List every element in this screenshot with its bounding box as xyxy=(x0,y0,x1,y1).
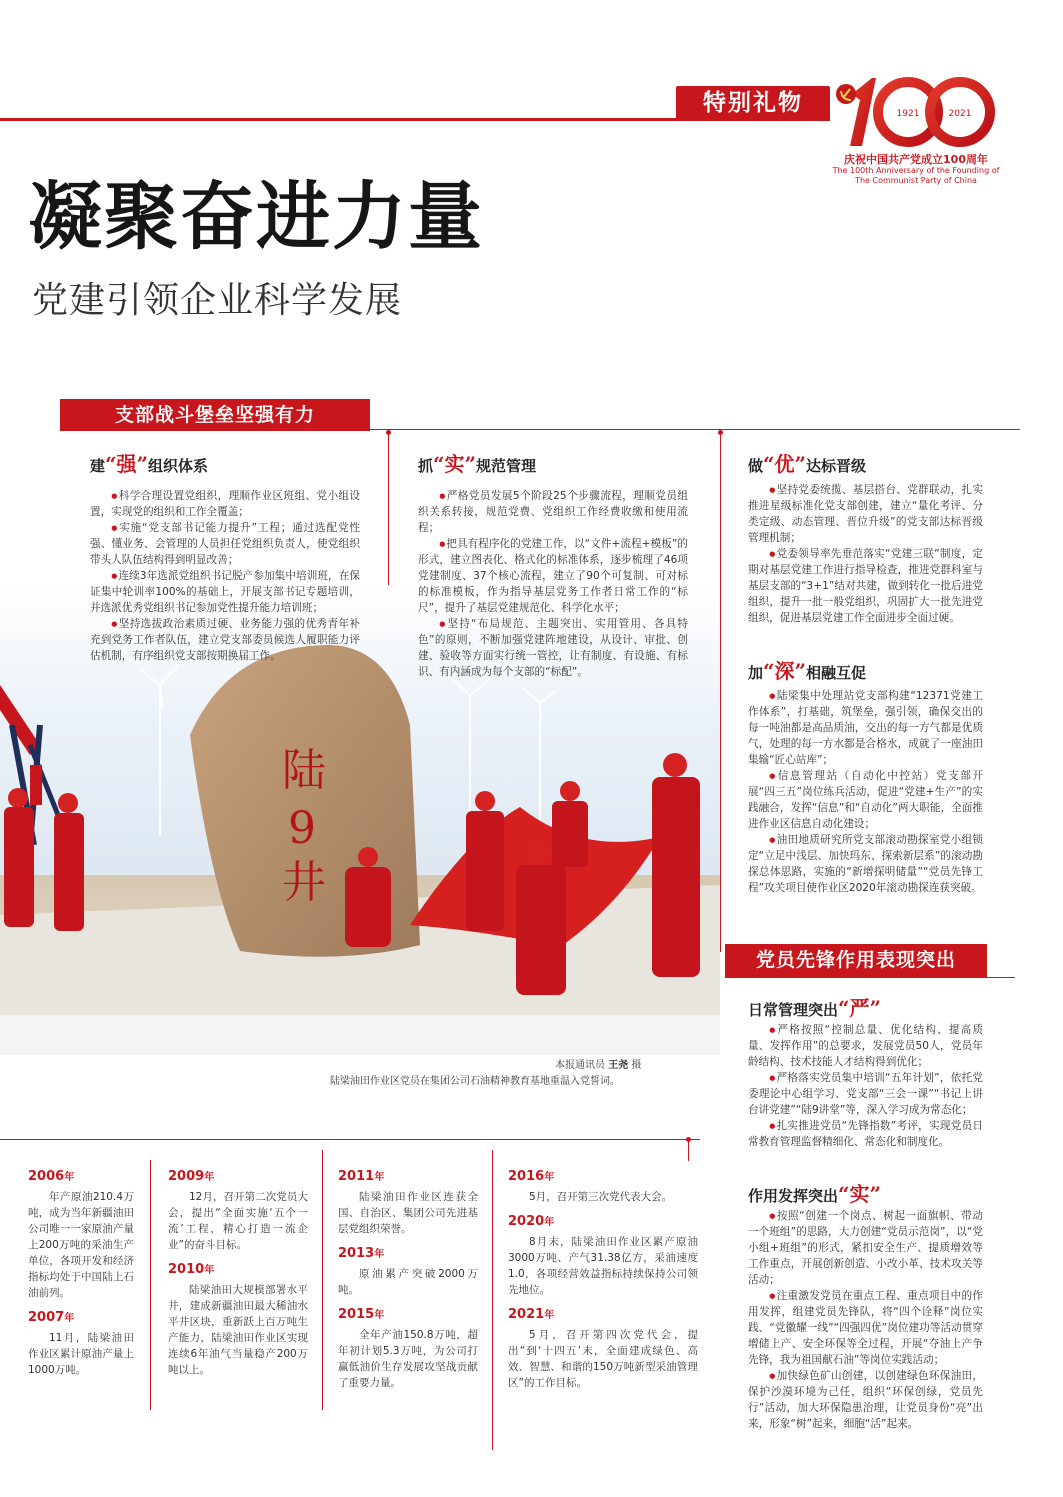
timeline-col-3 xyxy=(338,1162,478,1399)
rock-text-jing: 井 xyxy=(282,857,326,908)
logo-year-left: 1921 xyxy=(896,109,920,119)
block1-para: ● 严格落实党员集中培训“五年计划”，依托党委理论中心组学习、党支部“三会一课”“书记上讲台讲党建”“陆9讲堂”等，深入学习成为常态化； xyxy=(748,1070,983,1118)
logo-caption-en-1: The 100th Anniversary of the Founding of xyxy=(832,166,1000,175)
section1-rule xyxy=(60,429,1020,430)
timeline-tick xyxy=(688,1139,689,1161)
timeline-year: 2013年 xyxy=(338,1246,385,1261)
main-title: 凝聚奋进力量 xyxy=(28,174,484,260)
block2-para: ● 按照“创建一个岗点、树起一面旗帜、带动一个班组”的思路，大力创建“党员示范岗”，以“党小组+班组”的形式，紧扣安全生产、提质增效等工作重点，开展创新创造、小改小革、技术攻关等活动； xyxy=(748,1208,983,1288)
timeline-entry: 12月，召开第二次党员大会，提出“全面实施‘五个一流’工程，精心打造一流企业”的奋斗目标。 xyxy=(168,1191,308,1251)
sub-title: 党建引领企业科学发展 xyxy=(32,280,403,321)
col1-para: ● 科学合理设置党组织，理顺作业区班组、党小组设置，实现党的组织和工作全覆盖； xyxy=(90,488,360,520)
timeline-dot xyxy=(686,1137,691,1142)
block1-para: ● 严格按照“控制总量、优化结构、提高质量、发挥作用”的总要求，发展党员50人，党员年龄结构、技术技能人才结构得到优化； xyxy=(748,1022,983,1070)
timeline-year: 2007年 xyxy=(28,1310,75,1325)
credit-suffix: 摄 xyxy=(631,1060,642,1071)
timeline-col-divider xyxy=(492,1150,493,1450)
col1-heading: 建“强”组织体系 xyxy=(90,452,209,476)
section1-title-bar: 支部战斗堡垒坚强有力 xyxy=(60,399,370,431)
timeline-entry: 原油累产突破2000万吨。 xyxy=(338,1268,478,1296)
timeline-col-divider xyxy=(150,1160,151,1410)
credit-name: 王尧 xyxy=(608,1060,629,1071)
block2-heading: 作用发挥突出“实” xyxy=(748,1182,882,1206)
col1-body xyxy=(90,488,360,664)
block1-body xyxy=(748,1022,983,1150)
timeline-col-2 xyxy=(168,1162,308,1386)
col2-para: ● 严格党员发展5个阶段25个步骤流程，理顺党员组织关系转接，规范党费、党组织工作经费收缴和使用流程； xyxy=(418,488,688,536)
timeline-entry: 陆梁油田作业区连获全国、自治区、集团公司先进基层党组织荣誉。 xyxy=(338,1191,478,1235)
block1-heading: 日常管理突出“严” xyxy=(748,996,882,1020)
col2-body xyxy=(418,488,688,680)
timeline-year: 2011年 xyxy=(338,1169,385,1184)
timeline-year: 2015年 xyxy=(338,1307,385,1322)
timeline-year: 2009年 xyxy=(168,1169,215,1184)
block2-body xyxy=(748,1208,983,1432)
photo-caption: 陆梁油田作业区党员在集团公司石油精神教育基地重温入党誓词。 xyxy=(330,1076,620,1087)
timeline-entry: 全年产油150.8万吨，超年初计划5.3万吨，为公司打赢低油价生存发展攻坚战贡献了重要力量。 xyxy=(338,1329,478,1389)
timeline-col-1 xyxy=(28,1162,134,1386)
col3a-para: ● 党委领导率先垂范落实“党建三联”制度，定期对基层党建工作进行指导检查，推进党群科室与基层支部的“3+1”结对共建，做到转化一批后进党组织，提升一批一般党组织，巩固扩大一批先进党组织，促进基层党建工作全面进步全面过硬。 xyxy=(748,546,983,626)
col3b-body xyxy=(748,688,983,896)
block2-para: ● 加快绿色矿山创建，以创建绿色环保油田，保护沙漠环境为己任，组织“环保创绿，党员先行”活动，加大环保隐患治理，让党员身份“亮”出来，形象“树”起来，细胞“活”起来。 xyxy=(748,1368,983,1432)
timeline-entry: 11月，陆梁油田作业区累计原油产量上1000万吨。 xyxy=(28,1332,134,1376)
timeline-rule xyxy=(0,1139,700,1140)
timeline-entry: 年产原油210.4万吨，成为当年新疆油田公司唯一一家原油产量上200万吨的采油生产单位，各项开发和经济指标均处于中国陆上石油前列。 xyxy=(28,1191,134,1299)
timeline-year: 2016年 xyxy=(508,1169,555,1184)
rock-text-lu: 陆 xyxy=(282,745,326,796)
logo-caption-cn: 庆祝中国共产党成立100周年 xyxy=(844,153,988,166)
timeline-entry: 陆梁油田大规模部署水平井，建成新疆油田最大稀油水平井区块，重新跃上百万吨生产能力，陆梁油田作业区实现连续6年油气当量稳产200万吨以上。 xyxy=(168,1284,308,1376)
col1-para: ● 坚持选拔政治素质过硬、业务能力强的优秀青年补充到党务工作者队伍，建立党支部委员候选人履职能力评估机制，有序组织党支部按期换届工作。 xyxy=(90,616,360,664)
col3b-para: ● 陆梁集中处理站党支部构建“12371党建工作体系”，打基础，筑堡垒，强引领，确保交出的每一吨油都是高品质油，交出的每一方气都是优质气，处理的每一方水都是合格水，成就了一座油田集输“匠心站库”； xyxy=(748,688,983,768)
section2-rule xyxy=(725,977,1015,978)
logo-number: 100 xyxy=(832,64,834,65)
divider-dot xyxy=(718,430,723,435)
credit-prefix: 本报通讯员 xyxy=(555,1060,605,1071)
column-divider xyxy=(720,432,721,952)
section2-title-bar: 党员先锋作用表现突出 xyxy=(725,944,987,977)
logo-year-right: 2021 xyxy=(948,109,972,119)
col3a-heading: 做“优”达标晋级 xyxy=(748,452,867,476)
timeline-year: 2006年 xyxy=(28,1169,75,1184)
logo-caption-en-2: The Communist Party of China xyxy=(855,176,977,185)
timeline-entry: 5月，召开第三次党代表大会。 xyxy=(529,1191,673,1203)
col3b-para: ● 信息管理站（自动化中控站）党支部开展“四三五”岗位练兵活动，促进“党建+生产”的实践融合，发挥“信息”和“自动化”两大职能，全面推进作业区信息自动化建设； xyxy=(748,768,983,832)
col2-heading: 抓“实”规范管理 xyxy=(418,452,537,476)
special-gift-tag: 特别礼物 xyxy=(676,86,830,120)
rock-text-nine: 9 xyxy=(288,803,316,854)
block1-para: ● 扎实推进党员“先锋指数”考评，实现党员日常教育管理监督精细化、常态化和制度化。 xyxy=(748,1118,983,1150)
col2-para: ● 坚持“布局规范、主题突出、实用管用、各具特色”的原则，不断加强党建阵地建设，从设计、审批、创建、验收等方面实行统一管控，让有制度、有设施、有标识、有内涵成为每个支部的“标配”。 xyxy=(418,616,688,680)
timeline-year: 2020年 xyxy=(508,1214,555,1229)
timeline-col-4 xyxy=(508,1162,698,1399)
col3b-heading: 加“深”相融互促 xyxy=(748,659,867,683)
col3a-para: ● 坚持党委统揽、基层搭台、党群联动，扎实推进星级标准化党支部创建，建立“量化考评、分类定级、动态管理、晋位升级”的党支部达标晋级管理机制； xyxy=(748,482,983,546)
timeline-year: 2010年 xyxy=(168,1262,215,1277)
col1-para: ● 连续3年选派党组织书记脱产参加集中培训班，在保证集中轮训率100%的基础上，开展支部书记专题培训，并选派优秀党组织书记参加党性提升能力培训班； xyxy=(90,568,360,616)
timeline-year: 2021年 xyxy=(508,1307,555,1322)
timeline-col-divider xyxy=(322,1150,323,1410)
col3a-body xyxy=(748,482,983,626)
block2-para: ● 注重激发党员在重点工程、重点项目中的作用发挥，组建党员先锋队，将“四个诠释”岗位实践、“党徽耀一线”“四强四优”岗位建功等活动贯穿增储上产、安全环保等全过程，开展“夺油上产争先锋，我为祖国献石油”等岗位实践活动； xyxy=(748,1288,983,1368)
col2-para: ● 把具有程序化的党建工作，以“文件+流程+模板”的形式，建立图表化、格式化的标准体系，逐步梳理了46项党建制度、37个核心流程，建立了90个可复制、可对标的标准模板，作为指导基层党务工作者日常工作的“标尺”，提升了基层党建规范化、科学化水平； xyxy=(418,536,688,616)
col3b-para: ● 油田地质研究所党支部滚动勘探室党小组锁定“立足中浅层、加快玛东、探索新层系”的滚动勘探总体思路，实施的“新增探明储量”“党员先锋工程”攻关项目使作业区2020年滚动勘探连获突破。 xyxy=(748,832,983,896)
col1-para: ● 实施“党支部书记能力提升”工程；通过选配党性强、懂业务、会管理的人员担任党组织负责人，使党组织带头人队伍结构得到明显改善； xyxy=(90,520,360,568)
photo-credit xyxy=(555,1056,641,1071)
timeline-entry: 5月，召开第四次党代会，提出“到‘十四五’末，全面建成绿色、高效、智慧、和谐的150万吨新型采油管理区”的工作目标。 xyxy=(508,1329,698,1389)
divider-dot xyxy=(386,430,391,435)
timeline-entry: 8月末，陆梁油田作业区累产原油3000万吨、产气31.38亿方，采油速度1.0，各项经营效益指标持续保持公司领先地位。 xyxy=(508,1236,698,1296)
